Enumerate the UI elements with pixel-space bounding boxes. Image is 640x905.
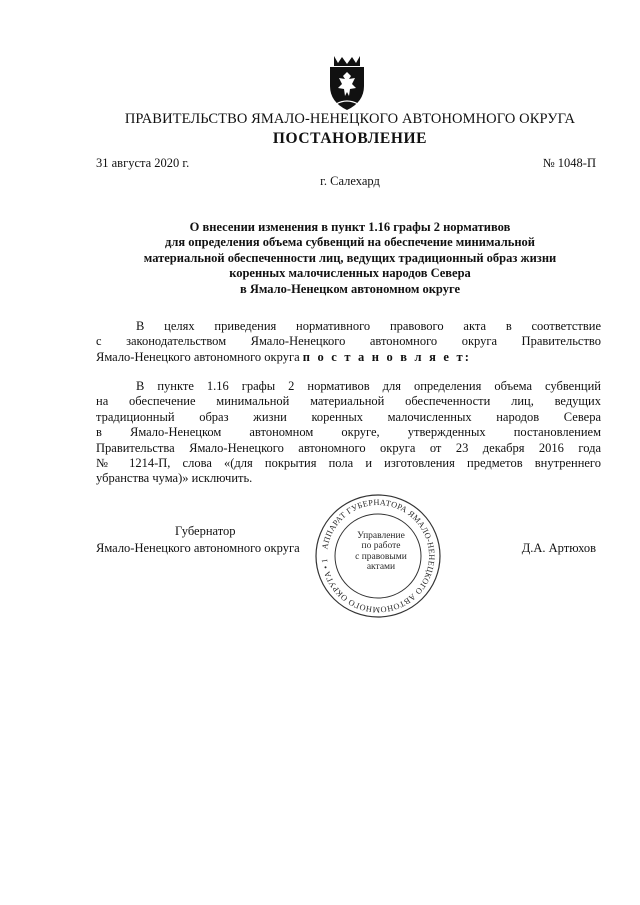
government-title: ПРАВИТЕЛЬСТВО ЯМАЛО-НЕНЕЦКОГО АВТОНОМНОГО ОКРУГА bbox=[124, 111, 576, 127]
paragraph-line: № 1214-П, слова «(для покрытия пола и изготовления предметов внутреннего bbox=[96, 455, 601, 470]
paragraph-line: В пункте 1.16 графы 2 нормативов для определения объема субвенций bbox=[136, 379, 601, 393]
paragraph-line: с законодательством Ямало-Ненецкого автономного округа Правительство bbox=[96, 334, 601, 349]
document-type: ПОСТАНОВЛЕНИЕ bbox=[272, 130, 428, 147]
svg-text:АППАРАТ ГУБЕРНАТОРА ЯМАЛО-НЕНЕ: АППАРАТ ГУБЕРНАТОРА ЯМАЛО-НЕНЕЦКОГО АВТОНОМНОГО ОКРУГА • 1 bbox=[320, 497, 437, 615]
paragraph-line: традиционный образ жизни коренных малочисленных народов Севера bbox=[96, 409, 601, 424]
paragraph-line bbox=[96, 350, 601, 365]
paragraph-line: на обеспечение минимальной материальной обеспеченности лиц, ведущих bbox=[96, 394, 601, 409]
yamal-coat-of-arms-icon bbox=[322, 52, 372, 112]
subject-line: материальной обеспеченности лиц, ведущих традиционный образ жизни bbox=[143, 250, 557, 265]
paragraph-line: Правительства Ямало-Ненецкого автономного округа от 23 декабря 2016 года bbox=[96, 440, 601, 455]
subject-line: О внесении изменения в пункт 1.16 графы 2 нормативов bbox=[189, 220, 511, 234]
document-date: 31 августа 2020 г. bbox=[96, 156, 190, 170]
subject-line: в Ямало-Ненецком автономном округе bbox=[239, 281, 461, 296]
paragraph-line: В целях приведения нормативного правового акта в соответствие bbox=[136, 319, 601, 333]
resolves-emphasis: п о с т а н о в л я е т: bbox=[302, 349, 472, 364]
stamp-center-text bbox=[340, 531, 422, 573]
preamble-paragraph bbox=[96, 319, 601, 365]
document-place: г. Салехард bbox=[320, 174, 380, 188]
document-number: № 1048-П bbox=[542, 156, 596, 170]
signatory-organization: Ямало-Ненецкого автономного округа bbox=[96, 541, 300, 555]
document-subject bbox=[96, 220, 604, 297]
signatory-position: Губернатор bbox=[175, 524, 236, 538]
paragraph-line: в Ямало-Ненецком автономном округе, утвержденных постановлением bbox=[96, 425, 601, 440]
stamp-line: по работе bbox=[361, 541, 401, 552]
subject-line: для определения объема субвенций на обеспечение минимальной bbox=[165, 235, 535, 250]
resolution-paragraph bbox=[96, 379, 601, 487]
stamp-line: с правовыми bbox=[355, 551, 407, 562]
signatory-name: Д.А. Артюхов bbox=[521, 541, 596, 555]
subject-line: коренных малочисленных народов Севера bbox=[229, 266, 471, 281]
paragraph-text: Ямало-Ненецкого автономного округа bbox=[96, 349, 300, 364]
stamp-line: Управление bbox=[357, 531, 405, 541]
paragraph-line: убранства чума)» исключить. bbox=[96, 471, 253, 486]
stamp-line: актами bbox=[366, 562, 396, 573]
